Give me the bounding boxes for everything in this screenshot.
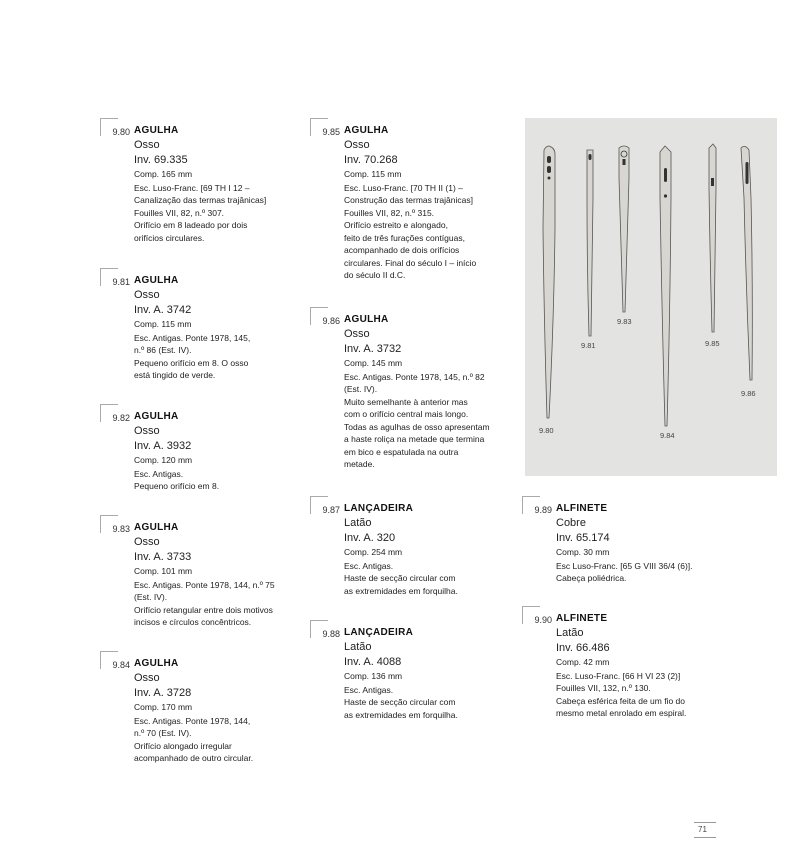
entry-length: Comp. 42 mm [556, 657, 610, 667]
figure-label: 9.81 [581, 341, 596, 350]
catalog-entry-9-85 [314, 124, 514, 282]
entry-number: 9.84 [104, 657, 130, 671]
needles-illustration [525, 118, 777, 476]
entry-title: AGULHA [134, 275, 179, 286]
entry-material: Latão [556, 627, 584, 639]
entry-material: Osso [344, 139, 370, 151]
entry-inventory: Inv. A. 3733 [134, 551, 192, 563]
figure-label: 9.86 [741, 389, 756, 398]
entry-title: AGULHA [344, 125, 389, 136]
entry-title: LANÇADEIRA [344, 627, 414, 638]
figure-label: 9.80 [539, 426, 554, 435]
entry-title: AGULHA [134, 125, 179, 136]
entry-number: 9.82 [104, 410, 130, 424]
entry-length: Comp. 165 mm [134, 169, 193, 179]
needle-9-80 [543, 146, 555, 418]
entry-inventory: Inv. 70.268 [344, 154, 398, 166]
needle-9-86 [741, 146, 752, 380]
needle-9-85 [709, 144, 716, 332]
entry-length: Comp. 170 mm [134, 702, 193, 712]
entry-description: Esc Luso-Franc. [65 G VIII 36/4 (6)]. Cabeça poliédrica. [556, 560, 693, 583]
entry-number: 9.89 [526, 502, 552, 516]
entry-title: ALFINETE [556, 613, 608, 624]
entry-inventory: Inv. A. 3728 [134, 687, 192, 699]
entry-description: Esc. Antigas. Pequeno orifício em 8. [134, 468, 220, 491]
entry-length: Comp. 101 mm [134, 566, 193, 576]
catalog-entry-9-82 [104, 410, 304, 493]
figure-label: 9.83 [617, 317, 632, 326]
entry-description: Esc. Antigas. Haste de secção circular com as extremidades em forquilha. [344, 684, 458, 720]
figure-label: 9.85 [705, 339, 720, 348]
entry-number: 9.87 [314, 502, 340, 516]
catalog-entry-9-88 [314, 626, 514, 721]
entry-material: Osso [134, 672, 160, 684]
entry-description: Esc. Luso-Franc. [70 TH II (1) – Construção das termas trajânicas] Fouilles VII, 82, n.º 315. Orifício estreito e alongado, feito de três furações contíguas, acompanhado de dois orifícios circulares. Final do século I – início do século II d.C. [344, 182, 477, 280]
catalog-entry-9-83 [104, 521, 304, 629]
entry-length: Comp. 115 mm [134, 319, 192, 329]
entry-length: Comp. 136 mm [344, 671, 403, 681]
entry-length: Comp. 120 mm [134, 455, 193, 465]
needle-9-84 [660, 146, 671, 426]
entry-number: 9.86 [314, 313, 340, 327]
entry-title: AGULHA [134, 411, 179, 422]
entry-inventory: Inv. 69.335 [134, 154, 188, 166]
entry-material: Latão [344, 517, 372, 529]
entry-number: 9.88 [314, 626, 340, 640]
catalog-entry-9-84 [104, 657, 304, 765]
entry-length: Comp. 145 mm [344, 358, 403, 368]
entry-description: Esc. Antigas. Ponte 1978, 145, n.º 82 (Est. IV). Muito semelhante à anterior mas com o orifício central mais longo. Todas as agulhas de osso apresentam a haste roliça na metade que termina em bico e espatulada na outra metade. [344, 371, 490, 469]
catalog-entry-9-86 [314, 313, 514, 471]
entry-inventory: Inv. A. 3932 [134, 440, 192, 452]
entry-title: AGULHA [344, 314, 389, 325]
entry-inventory: Inv. A. 3732 [344, 343, 402, 355]
catalog-entry-9-81 [104, 274, 304, 382]
entry-inventory: Inv. A. 3742 [134, 304, 192, 316]
entry-number: 9.85 [314, 124, 340, 138]
entry-material: Osso [134, 425, 160, 437]
entry-description: Esc. Luso-Franc. [69 TH I 12 – Canalização das termas trajânicas] Fouilles VII, 82, n.º 307. Orifício em 8 ladeado por dois orifícios circulares. [134, 182, 267, 243]
catalog-entry-9-87 [314, 502, 514, 597]
catalog-entry-9-80 [104, 124, 304, 244]
entry-length: Comp. 254 mm [344, 547, 403, 557]
entry-number: 9.80 [104, 124, 130, 138]
entry-number: 9.81 [104, 274, 130, 288]
entry-length: Comp. 30 mm [556, 547, 610, 557]
entry-description: Esc. Antigas. Ponte 1978, 144, n.º 70 (Est. IV). Orifício alongado irregular acompanhado de outro circular. [134, 715, 254, 763]
entry-title: LANÇADEIRA [344, 503, 414, 514]
entry-title: AGULHA [134, 522, 179, 533]
figure-label: 9.84 [660, 431, 675, 440]
entry-length: Comp. 115 mm [344, 169, 402, 179]
page-number-rule-top [694, 822, 716, 823]
needle-9-81 [587, 150, 593, 336]
entry-inventory: Inv. 66.486 [556, 642, 610, 654]
entry-material: Cobre [556, 517, 586, 529]
entry-description: Esc. Antigas. Haste de secção circular com as extremidades em forquilha. [344, 560, 458, 596]
catalog-entry-9-89 [526, 502, 726, 585]
entry-material: Osso [134, 536, 160, 548]
entry-number: 9.90 [526, 612, 552, 626]
needle-9-83 [619, 146, 629, 312]
entry-description: Esc. Antigas. Ponte 1978, 145, n.º 86 (Est. IV). Pequeno orifício em 8. O osso está tingido de verde. [134, 332, 251, 380]
entry-title: AGULHA [134, 658, 179, 669]
entry-number: 9.83 [104, 521, 130, 535]
entry-description: Esc. Antigas. Ponte 1978, 144, n.º 75 (Est. IV). Orifício retangular entre dois motivos incisos e círculos concêntricos. [134, 579, 275, 627]
entry-inventory: Inv. A. 320 [344, 532, 396, 544]
entry-material: Osso [134, 139, 160, 151]
needles-photograph [525, 118, 777, 476]
entry-material: Osso [134, 289, 160, 301]
entry-material: Osso [344, 328, 370, 340]
entry-title: ALFINETE [556, 503, 608, 514]
entry-inventory: Inv. 65.174 [556, 532, 610, 544]
entry-inventory: Inv. A. 4088 [344, 656, 402, 668]
catalog-entry-9-90 [526, 612, 726, 720]
entry-material: Latão [344, 641, 372, 653]
page-number-rule-bottom [694, 837, 716, 838]
entry-description: Esc. Luso-Franc. [66 H VI 23 (2)] Fouilles VII, 132, n.º 130. Cabeça esférica feita de um fio do mesmo metal enrolado em espiral. [556, 670, 687, 718]
page-number: 71 [698, 825, 707, 834]
